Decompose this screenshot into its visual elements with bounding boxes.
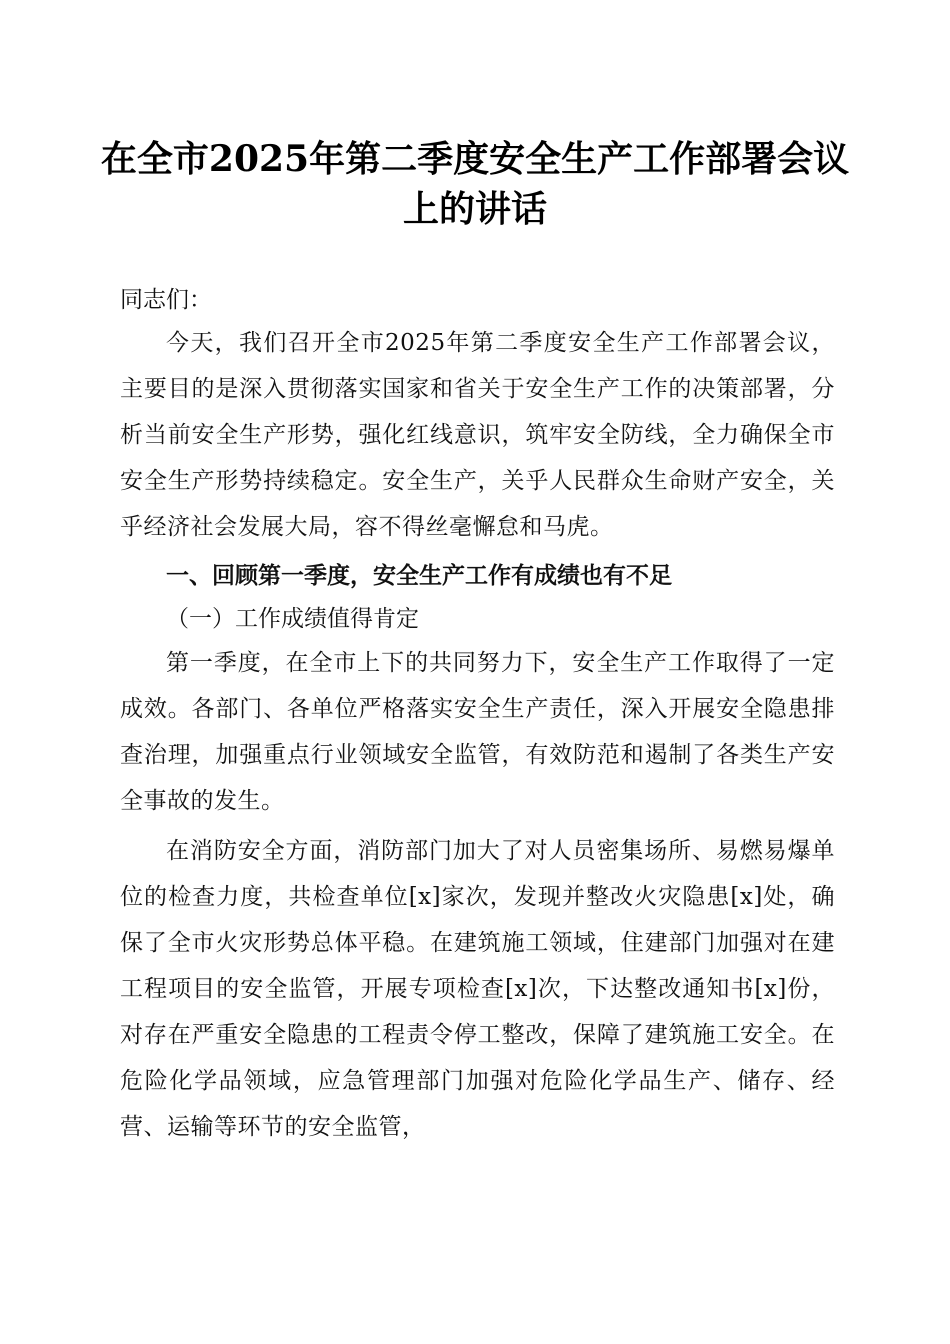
intro-paragraph: 今天，我们召开全市2025年第二季度安全生产工作部署会议，主要目的是深入贯彻落实国家和省关于安全生产工作的决策部署，分析当前安全生产形势，强化红线意识，筑牢安全防线，全力确保全市安全生产形势持续稳定。安全生产，关乎人民群众生命财产安全，关乎经济社会发展大局，容不得丝毫懈怠和马虎。 (120, 330, 835, 540)
document-title: 在全市2025年第二季度安全生产工作部署会议上的讲话 (100, 138, 850, 230)
section-1-heading: 一、回顾第一季度，安全生产工作有成绩也有不足 (166, 563, 672, 589)
paragraph-details: 在消防安全方面，消防部门加大了对人员密集场所、易燃易爆单位的检查力度，共检查单位[x]家次，发现并整改火灾隐患[x]处，确保了全市火灾形势总体平稳。在建筑施工领域，住建部门加强对在建工程项目的安全监管，开展专项检查[x]次，下达整改通知书[x]份，对存在严重安全隐患的工程责令停工整改，保障了建筑施工安全。在危险化学品领域，应急管理部门加强对危险化学品生产、储存、经营、运输等环节的安全监管， (120, 838, 835, 1140)
subsection-1-heading: （一）工作成绩值得肯定 (166, 606, 419, 632)
paragraph-achievements: 第一季度，在全市上下的共同努力下，安全生产工作取得了一定成效。各部门、各单位严格落实安全生产责任，深入开展安全隐患排查治理，加强重点行业领域安全监管，有效防范和遏制了各类生产安全事故的发生。 (120, 650, 835, 814)
salutation: 同志们： (120, 287, 212, 313)
document-body (120, 320, 835, 1154)
